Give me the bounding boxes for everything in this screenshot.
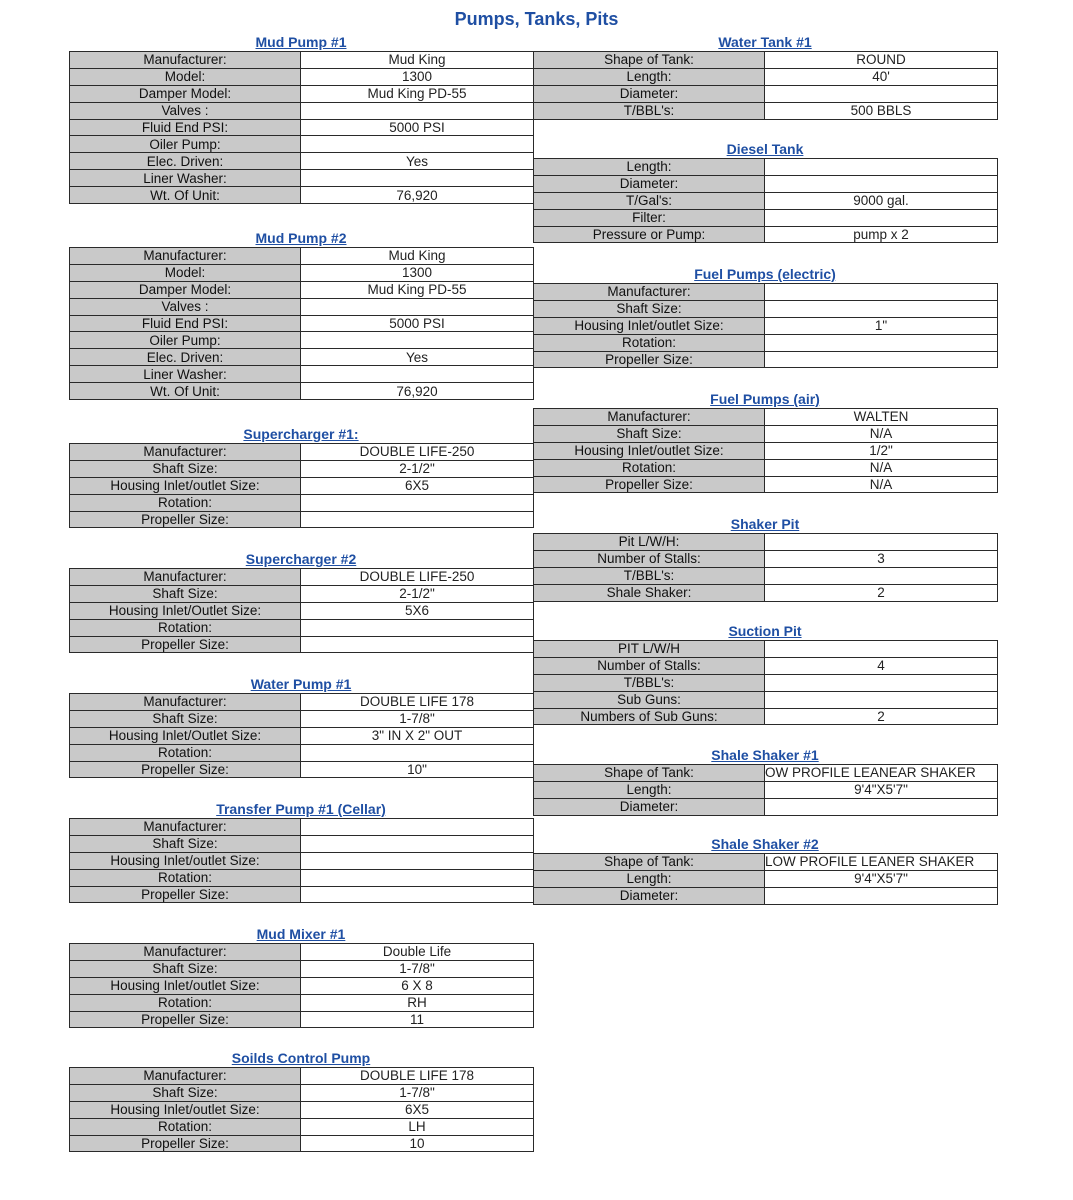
row-label: Damper Model: bbox=[70, 281, 301, 298]
section-water-pump-1 bbox=[69, 676, 533, 778]
table-row bbox=[534, 854, 998, 871]
row-label: Rotation: bbox=[534, 459, 765, 476]
table-row bbox=[70, 1101, 534, 1118]
row-value: 1/2" bbox=[765, 442, 998, 459]
row-label: Pressure or Pump: bbox=[534, 226, 765, 243]
row-value: N/A bbox=[765, 476, 998, 493]
section-shaker-pit bbox=[533, 516, 997, 602]
row-label: Length: bbox=[534, 781, 765, 798]
table-row bbox=[70, 602, 534, 619]
table-row bbox=[70, 994, 534, 1011]
row-label: Sub Guns: bbox=[534, 691, 765, 708]
row-label: Housing Inlet/outlet Size: bbox=[70, 477, 301, 494]
row-label: Number of Stalls: bbox=[534, 657, 765, 674]
row-label: Housing Inlet/outlet Size: bbox=[70, 977, 301, 994]
row-label: Rotation: bbox=[70, 869, 301, 886]
row-label: Manufacturer: bbox=[70, 1068, 301, 1085]
row-value bbox=[765, 887, 998, 904]
row-value: LH bbox=[301, 1118, 534, 1135]
row-value: 3" IN X 2" OUT bbox=[301, 727, 534, 744]
row-label: Diameter: bbox=[534, 85, 765, 102]
table-row bbox=[534, 334, 998, 351]
page-title: Pumps, Tanks, Pits bbox=[454, 9, 619, 29]
table-row bbox=[70, 511, 534, 528]
row-label: Rotation: bbox=[70, 1118, 301, 1135]
row-label: T/BBL's: bbox=[534, 102, 765, 119]
spec-table bbox=[69, 247, 534, 400]
section-water-tank-1 bbox=[533, 34, 997, 120]
row-value: Mud King bbox=[301, 52, 534, 69]
row-value: LOW PROFILE LEANER SHAKER bbox=[765, 854, 998, 871]
table-row bbox=[534, 887, 998, 904]
section-title: Supercharger #2 bbox=[245, 551, 357, 567]
table-row bbox=[534, 674, 998, 691]
section-shale-shaker-2 bbox=[533, 836, 997, 905]
table-row bbox=[534, 425, 998, 442]
row-label: Manufacturer: bbox=[70, 944, 301, 961]
table-row bbox=[534, 442, 998, 459]
row-label: Shaft Size: bbox=[70, 960, 301, 977]
row-label: Housing Inlet/outlet Size: bbox=[534, 442, 765, 459]
table-row bbox=[534, 798, 998, 815]
row-value bbox=[301, 332, 534, 349]
row-value: 3 bbox=[765, 550, 998, 567]
row-label: Elec. Driven: bbox=[70, 153, 301, 170]
section-diesel-tank bbox=[533, 141, 997, 243]
table-row bbox=[70, 298, 534, 315]
row-label: Propeller Size: bbox=[70, 761, 301, 778]
row-value: pump x 2 bbox=[765, 226, 998, 243]
row-label: Propeller Size: bbox=[70, 886, 301, 903]
spec-table bbox=[533, 408, 998, 493]
row-value: 1-7/8" bbox=[301, 710, 534, 727]
row-value bbox=[301, 298, 534, 315]
table-row bbox=[70, 366, 534, 383]
section-title: Shale Shaker #2 bbox=[711, 836, 819, 852]
row-value bbox=[301, 511, 534, 528]
table-row bbox=[70, 727, 534, 744]
table-row bbox=[70, 761, 534, 778]
row-value: 11 bbox=[301, 1011, 534, 1028]
row-value: 5000 PSI bbox=[301, 315, 534, 332]
row-label: Shaft Size: bbox=[70, 1084, 301, 1101]
table-row bbox=[70, 315, 534, 332]
section-title: Water Pump #1 bbox=[250, 676, 352, 692]
row-value bbox=[765, 567, 998, 584]
row-label: Diameter: bbox=[534, 798, 765, 815]
row-value: Mud King PD-55 bbox=[301, 85, 534, 102]
row-value bbox=[301, 136, 534, 153]
section-title: Shaker Pit bbox=[730, 516, 800, 532]
spec-table bbox=[69, 943, 534, 1028]
row-label: Diameter: bbox=[534, 175, 765, 192]
row-label: Housing Inlet/outlet Size: bbox=[70, 852, 301, 869]
row-value bbox=[765, 284, 998, 301]
row-value: N/A bbox=[765, 425, 998, 442]
table-row bbox=[70, 1068, 534, 1085]
row-value: 500 BBLS bbox=[765, 102, 998, 119]
row-label: Oiler Pump: bbox=[70, 332, 301, 349]
row-label: Propeller Size: bbox=[534, 351, 765, 368]
row-value bbox=[765, 209, 998, 226]
row-label: Shape of Tank: bbox=[534, 52, 765, 69]
row-value: 10" bbox=[301, 761, 534, 778]
row-value: Yes bbox=[301, 349, 534, 366]
row-label: Pit L/W/H: bbox=[534, 534, 765, 551]
row-value: Mud King bbox=[301, 248, 534, 265]
section-title: Shale Shaker #1 bbox=[711, 747, 819, 763]
row-value: 2 bbox=[765, 584, 998, 601]
table-row bbox=[534, 159, 998, 176]
row-value bbox=[301, 869, 534, 886]
spec-table bbox=[533, 640, 998, 725]
section-title: Supercharger #1: bbox=[243, 426, 359, 442]
row-value bbox=[301, 744, 534, 761]
spec-table bbox=[69, 51, 534, 204]
row-value: DOUBLE LIFE-250 bbox=[301, 569, 534, 586]
table-row bbox=[70, 1084, 534, 1101]
row-label: Number of Stalls: bbox=[534, 550, 765, 567]
row-value bbox=[765, 641, 998, 658]
spec-table bbox=[69, 568, 534, 653]
row-value bbox=[765, 798, 998, 815]
table-row bbox=[70, 886, 534, 903]
section-title: Suction Pit bbox=[728, 623, 802, 639]
row-label: Rotation: bbox=[70, 744, 301, 761]
row-label: Manufacturer: bbox=[70, 569, 301, 586]
row-label: Manufacturer: bbox=[70, 694, 301, 711]
section-mud-pump-1 bbox=[69, 34, 533, 204]
table-row bbox=[534, 708, 998, 725]
row-label: Shaft Size: bbox=[70, 585, 301, 602]
spec-table bbox=[69, 1067, 534, 1152]
row-label: Oiler Pump: bbox=[70, 136, 301, 153]
section-title: Mud Pump #1 bbox=[255, 34, 347, 50]
table-row bbox=[534, 226, 998, 243]
row-label: Manufacturer: bbox=[70, 248, 301, 265]
table-row bbox=[70, 68, 534, 85]
table-row bbox=[70, 187, 534, 204]
table-row bbox=[534, 284, 998, 301]
row-label: Housing Inlet/Outlet Size: bbox=[70, 602, 301, 619]
row-value bbox=[765, 534, 998, 551]
spec-table bbox=[69, 693, 534, 778]
table-row bbox=[534, 870, 998, 887]
row-value: 9'4"X5'7" bbox=[765, 870, 998, 887]
row-label: Propeller Size: bbox=[534, 476, 765, 493]
row-value: 2-1/2" bbox=[301, 460, 534, 477]
table-row bbox=[70, 744, 534, 761]
row-value bbox=[301, 619, 534, 636]
section-fuel-pumps-air bbox=[533, 391, 997, 493]
table-row bbox=[534, 102, 998, 119]
row-value bbox=[301, 494, 534, 511]
row-label: Propeller Size: bbox=[70, 1011, 301, 1028]
table-row bbox=[534, 192, 998, 209]
table-row bbox=[70, 869, 534, 886]
table-row bbox=[534, 52, 998, 69]
row-value bbox=[765, 85, 998, 102]
row-label: Wt. Of Unit: bbox=[70, 187, 301, 204]
row-label: Housing Inlet/Outlet Size: bbox=[70, 727, 301, 744]
row-value: 6X5 bbox=[301, 1101, 534, 1118]
section-title: Mud Mixer #1 bbox=[256, 926, 346, 942]
spec-table bbox=[533, 533, 998, 602]
row-label: Propeller Size: bbox=[70, 511, 301, 528]
row-label: Manufacturer: bbox=[70, 52, 301, 69]
row-value: 1300 bbox=[301, 264, 534, 281]
row-label: Manufacturer: bbox=[534, 284, 765, 301]
row-label: Model: bbox=[70, 264, 301, 281]
section-title: Fuel Pumps (air) bbox=[710, 391, 820, 407]
section-shale-shaker-1 bbox=[533, 747, 997, 816]
row-label: Rotation: bbox=[70, 494, 301, 511]
row-label: Shape of Tank: bbox=[534, 854, 765, 871]
row-value: Double Life bbox=[301, 944, 534, 961]
row-value bbox=[765, 334, 998, 351]
table-row bbox=[70, 136, 534, 153]
table-row bbox=[534, 691, 998, 708]
row-value: 10 bbox=[301, 1135, 534, 1152]
table-row bbox=[534, 550, 998, 567]
row-value bbox=[301, 886, 534, 903]
table-row bbox=[534, 567, 998, 584]
table-row bbox=[70, 960, 534, 977]
table-row bbox=[534, 657, 998, 674]
table-row bbox=[70, 248, 534, 265]
table-row bbox=[534, 68, 998, 85]
spec-table bbox=[533, 51, 998, 120]
row-value bbox=[765, 674, 998, 691]
table-row bbox=[70, 52, 534, 69]
table-row bbox=[70, 460, 534, 477]
row-value: 4 bbox=[765, 657, 998, 674]
row-label: Manufacturer: bbox=[534, 409, 765, 426]
row-label: Housing Inlet/outlet Size: bbox=[70, 1101, 301, 1118]
spec-table bbox=[533, 283, 998, 368]
table-row bbox=[70, 835, 534, 852]
table-row bbox=[534, 175, 998, 192]
row-value bbox=[765, 159, 998, 176]
section-title: Fuel Pumps (electric) bbox=[694, 266, 836, 282]
row-label: Liner Washer: bbox=[70, 366, 301, 383]
row-value bbox=[301, 819, 534, 836]
table-row bbox=[70, 819, 534, 836]
table-row bbox=[70, 636, 534, 653]
section-supercharger-2 bbox=[69, 551, 533, 653]
row-value: 5000 PSI bbox=[301, 119, 534, 136]
table-row bbox=[70, 569, 534, 586]
spec-table bbox=[533, 764, 998, 816]
row-label: Manufacturer: bbox=[70, 819, 301, 836]
row-label: Fluid End PSI: bbox=[70, 315, 301, 332]
row-label: Filter: bbox=[534, 209, 765, 226]
row-label: Liner Washer: bbox=[70, 170, 301, 187]
row-label: Shale Shaker: bbox=[534, 584, 765, 601]
row-value: 1-7/8" bbox=[301, 960, 534, 977]
table-row bbox=[70, 85, 534, 102]
row-label: Shaft Size: bbox=[70, 835, 301, 852]
row-label: Propeller Size: bbox=[70, 1135, 301, 1152]
spec-table bbox=[533, 158, 998, 243]
row-label: Length: bbox=[534, 68, 765, 85]
table-row bbox=[534, 781, 998, 798]
table-row bbox=[534, 209, 998, 226]
row-label: Manufacturer: bbox=[70, 444, 301, 461]
row-value: 40' bbox=[765, 68, 998, 85]
table-row bbox=[70, 977, 534, 994]
row-value bbox=[301, 835, 534, 852]
table-row bbox=[70, 332, 534, 349]
row-label: Numbers of Sub Guns: bbox=[534, 708, 765, 725]
table-row bbox=[534, 476, 998, 493]
table-row bbox=[70, 619, 534, 636]
table-row bbox=[534, 351, 998, 368]
table-row bbox=[70, 477, 534, 494]
row-label: Housing Inlet/outlet Size: bbox=[534, 317, 765, 334]
row-label: Length: bbox=[534, 159, 765, 176]
row-label: T/BBL's: bbox=[534, 567, 765, 584]
row-value: 9'4"X5'7" bbox=[765, 781, 998, 798]
section-title: Mud Pump #2 bbox=[255, 230, 347, 246]
row-value: 5X6 bbox=[301, 602, 534, 619]
table-row bbox=[70, 1135, 534, 1152]
row-value: 1300 bbox=[301, 68, 534, 85]
row-label: Length: bbox=[534, 870, 765, 887]
row-label: Rotation: bbox=[70, 619, 301, 636]
row-value bbox=[765, 175, 998, 192]
row-label: Propeller Size: bbox=[70, 636, 301, 653]
section-fuel-pumps-electric bbox=[533, 266, 997, 368]
row-value bbox=[301, 102, 534, 119]
row-value: DOUBLE LIFE 178 bbox=[301, 694, 534, 711]
row-value: 76,920 bbox=[301, 187, 534, 204]
table-row bbox=[70, 694, 534, 711]
row-value bbox=[765, 691, 998, 708]
row-value bbox=[765, 351, 998, 368]
row-label: Shaft Size: bbox=[534, 425, 765, 442]
table-row bbox=[70, 170, 534, 187]
table-row bbox=[534, 534, 998, 551]
row-label: Fluid End PSI: bbox=[70, 119, 301, 136]
table-row bbox=[70, 944, 534, 961]
spec-table bbox=[533, 853, 998, 905]
row-value: 2 bbox=[765, 708, 998, 725]
section-transfer-pump-1-cellar bbox=[69, 801, 533, 903]
row-label: T/Gal's: bbox=[534, 192, 765, 209]
section-title: Diesel Tank bbox=[726, 141, 804, 157]
section-title: Water Tank #1 bbox=[718, 34, 812, 50]
row-value: 1-7/8" bbox=[301, 1084, 534, 1101]
row-value: 2-1/2" bbox=[301, 585, 534, 602]
row-label: Model: bbox=[70, 68, 301, 85]
table-row bbox=[70, 264, 534, 281]
spec-table bbox=[69, 818, 534, 903]
row-value bbox=[301, 636, 534, 653]
row-label: Damper Model: bbox=[70, 85, 301, 102]
row-label: Rotation: bbox=[70, 994, 301, 1011]
row-label: Valves : bbox=[70, 102, 301, 119]
row-value bbox=[301, 170, 534, 187]
section-title: Soilds Control Pump bbox=[231, 1050, 371, 1066]
row-value: RH bbox=[301, 994, 534, 1011]
row-label: Rotation: bbox=[534, 334, 765, 351]
table-row bbox=[70, 494, 534, 511]
row-label: Diameter: bbox=[534, 887, 765, 904]
table-row bbox=[70, 102, 534, 119]
table-row bbox=[534, 409, 998, 426]
row-value: ROUND bbox=[765, 52, 998, 69]
table-row bbox=[534, 641, 998, 658]
section-title: Transfer Pump #1 (Cellar) bbox=[216, 801, 386, 817]
row-label: T/BBL's: bbox=[534, 674, 765, 691]
row-value: 6 X 8 bbox=[301, 977, 534, 994]
row-value: 76,920 bbox=[301, 383, 534, 400]
table-row bbox=[70, 852, 534, 869]
row-value: 6X5 bbox=[301, 477, 534, 494]
row-label: Shape of Tank: bbox=[534, 765, 765, 782]
table-row bbox=[70, 585, 534, 602]
table-row bbox=[70, 1011, 534, 1028]
table-row bbox=[534, 85, 998, 102]
table-row bbox=[534, 459, 998, 476]
row-value: DOUBLE LIFE-250 bbox=[301, 444, 534, 461]
row-value: WALTEN bbox=[765, 409, 998, 426]
section-mud-pump-2 bbox=[69, 230, 533, 400]
section-supercharger-1 bbox=[69, 426, 533, 528]
table-row bbox=[534, 300, 998, 317]
row-label: Valves : bbox=[70, 298, 301, 315]
table-row bbox=[70, 444, 534, 461]
section-mud-mixer-1 bbox=[69, 926, 533, 1028]
row-label: Shaft Size: bbox=[70, 460, 301, 477]
row-value: 9000 gal. bbox=[765, 192, 998, 209]
section-soilds-control-pump bbox=[69, 1050, 533, 1152]
row-label: Elec. Driven: bbox=[70, 349, 301, 366]
spec-table bbox=[69, 443, 534, 528]
table-row bbox=[70, 153, 534, 170]
table-row bbox=[70, 119, 534, 136]
row-label: Shaft Size: bbox=[70, 710, 301, 727]
row-label: Shaft Size: bbox=[534, 300, 765, 317]
table-row bbox=[70, 349, 534, 366]
table-row bbox=[70, 383, 534, 400]
row-label: PIT L/W/H bbox=[534, 641, 765, 658]
row-value: Mud King PD-55 bbox=[301, 281, 534, 298]
row-value: DOUBLE LIFE 178 bbox=[301, 1068, 534, 1085]
table-row bbox=[70, 710, 534, 727]
row-label: Wt. Of Unit: bbox=[70, 383, 301, 400]
row-value: OW PROFILE LEANEAR SHAKER bbox=[765, 765, 998, 782]
row-value: N/A bbox=[765, 459, 998, 476]
row-value bbox=[765, 300, 998, 317]
table-row bbox=[70, 1118, 534, 1135]
row-value: 1" bbox=[765, 317, 998, 334]
row-value bbox=[301, 852, 534, 869]
table-row bbox=[534, 317, 998, 334]
table-row bbox=[70, 281, 534, 298]
section-suction-pit bbox=[533, 623, 997, 725]
table-row bbox=[534, 584, 998, 601]
table-row bbox=[534, 765, 998, 782]
row-value: Yes bbox=[301, 153, 534, 170]
row-value bbox=[301, 366, 534, 383]
